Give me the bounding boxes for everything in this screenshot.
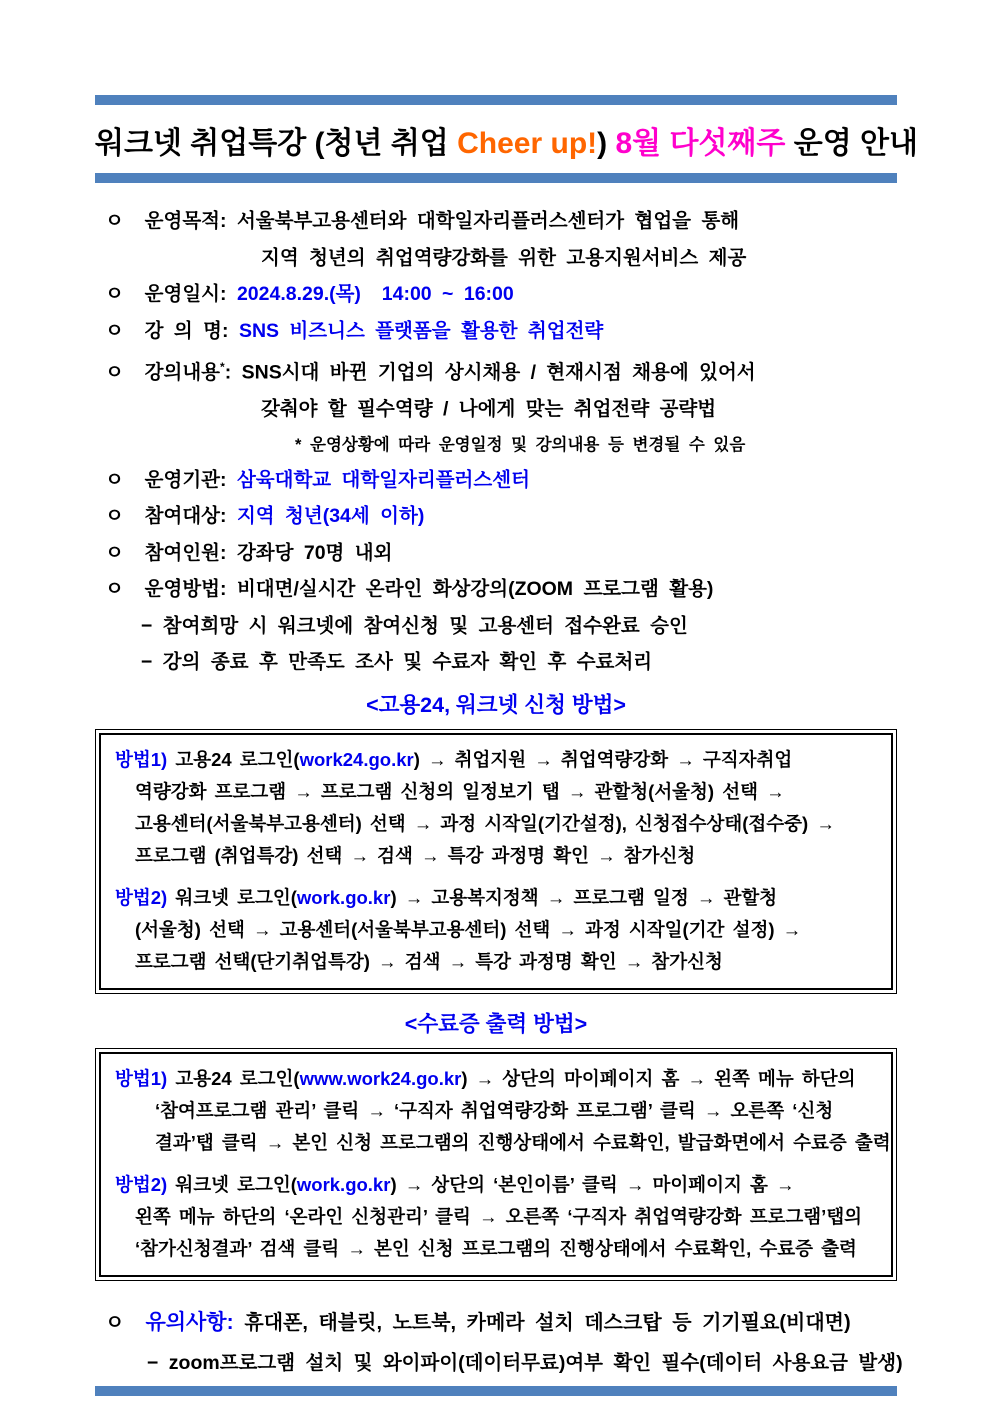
text-run: ㅇ 운영기관: xyxy=(105,468,237,491)
caution-notes xyxy=(95,1281,903,1383)
header-rule-top xyxy=(95,95,897,105)
text-run: 갖춰야 할 필수역량 / 나에게 맞는 취업전략 공략법 xyxy=(261,398,717,420)
text-run: 삼육대학교 대학일자리플러스센터 xyxy=(236,468,530,491)
text-run: ) xyxy=(597,127,616,160)
text-run: 워크넷 로그인( xyxy=(175,886,297,908)
text-run: − zoom프로그램 설치 및 와이파이(데이터무료)여부 확인 필수(데이터 사용요금 발생) xyxy=(147,1351,903,1374)
header-rule-bottom xyxy=(95,173,897,183)
text-run: 방법2) xyxy=(115,1173,176,1195)
text-run: work24.go.kr xyxy=(299,748,414,770)
text-line xyxy=(109,882,885,914)
text-run: * xyxy=(220,360,225,374)
spacer xyxy=(109,872,885,882)
text-line xyxy=(95,571,897,608)
text-run: 역량강화 프로그램 → 프로그램 신청의 일정보기 탭 → 관할청(서울청) 선택 → xyxy=(135,780,785,802)
text-run: 프로그램 선택(단기취업특강) → 검색 → 특강 과정명 확인 → 참가신청 xyxy=(135,950,723,972)
text-line xyxy=(95,644,897,681)
text-line xyxy=(95,428,897,462)
text-run: ㅇ 참여대상: xyxy=(105,505,237,527)
apply-section-heading: <고용24, 워크넷 신청 방법> xyxy=(366,692,626,717)
text-line xyxy=(95,349,897,391)
text-run: 결과’탭 클릭 → 본인 신청 프로그램의 진행상태에서 수료확인, 발급화면에서 수료증 출력 xyxy=(155,1131,891,1153)
text-line xyxy=(95,498,897,535)
text-line xyxy=(109,914,885,946)
text-line xyxy=(109,946,885,978)
text-line xyxy=(95,313,897,350)
footer-rule xyxy=(95,1386,897,1396)
certificate-method-box xyxy=(95,1048,897,1281)
text-run: 고용24 로그인( xyxy=(175,748,300,770)
text-run: ㅇ 운영목적: xyxy=(105,210,237,232)
text-line xyxy=(109,1127,891,1159)
text-run: 2024.8.29.(목) 14:00 ~ 16:00 xyxy=(236,283,514,305)
text-line xyxy=(95,203,897,240)
text-line xyxy=(109,1095,885,1127)
text-line xyxy=(109,1201,885,1233)
text-line xyxy=(95,1303,897,1343)
text-run: ) → 취업지원 → 취업역량강화 → 구직자취업 xyxy=(413,748,793,770)
text-run: 서울북부고용센터와 대학일자리플러스센터가 협업을 통해 xyxy=(236,210,740,232)
text-run: 고용24 로그인( xyxy=(175,1067,300,1089)
text-run: SNS 비즈니스 플랫폼을 활용한 취업전략 xyxy=(238,319,604,342)
text-line xyxy=(109,776,885,808)
text-run: 강좌당 70명 내외 xyxy=(236,541,393,564)
text-run: 지역 청년의 취업역량강화를 위한 고용지원서비스 제공 xyxy=(261,246,747,269)
text-run: work.go.kr xyxy=(296,886,391,908)
text-line xyxy=(95,240,897,277)
text-run: 워크넷 취업특강 (청년 취업 xyxy=(95,127,458,160)
text-run: (서울청) 선택 → 고용센터(서울북부고용센터) 선택 → 과정 시작일(기간 설정) → xyxy=(135,918,802,940)
text-line xyxy=(95,1343,903,1383)
text-run: 방법1) xyxy=(115,748,176,770)
spacer xyxy=(109,1159,885,1169)
text-run: SNS시대 바뀐 기업의 상시채용 / 현재시점 채용에 있어서 xyxy=(241,361,756,384)
text-run: ‘참가신청결과’ 검색 클릭 → 본인 신청 프로그램의 진행상태에서 수료확인, 수료증 출력 xyxy=(135,1237,857,1259)
text-run: * 운영상황에 따라 운영일정 및 강의내용 등 변경될 수 있음 xyxy=(295,435,746,454)
text-run: 8월 다섯째주 xyxy=(615,127,786,160)
text-run: ㅇ 운영일시: xyxy=(105,283,237,305)
text-line xyxy=(95,535,897,572)
text-run: 지역 청년(34세 이하) xyxy=(236,505,425,527)
text-run: 왼쪽 메뉴 하단의 ‘온라인 신청관리’ 클릭 → 오른쪽 ‘구직자 취업역량강화 프로그램’탭의 xyxy=(135,1205,863,1227)
text-run: − 강의 종료 후 만족도 조사 및 수료자 확인 후 수료처리 xyxy=(141,651,653,673)
text-line xyxy=(95,608,897,645)
text-run: ㅇ xyxy=(105,1311,146,1334)
text-line xyxy=(109,1169,885,1201)
apply-method-box-inner xyxy=(99,733,893,990)
text-run: work.go.kr xyxy=(296,1173,391,1195)
text-run: ) → 상단의 마이페이지 홈 → 왼쪽 메뉴 하단의 xyxy=(461,1067,856,1089)
text-run: 유의사항: xyxy=(145,1310,245,1334)
certificate-section-heading: <수료증 출력 방법> xyxy=(404,1011,588,1036)
text-line xyxy=(109,808,885,840)
text-line xyxy=(95,462,897,499)
document-header xyxy=(95,0,918,183)
text-run: − 참여희망 시 워크넷에 참여신청 및 고용센터 접수완료 승인 xyxy=(141,614,688,637)
text-run: ) → 고용복지정책 → 프로그램 일정 → 관할청 xyxy=(390,886,778,908)
text-line xyxy=(95,391,897,428)
text-run: ㅇ 강 의 명: xyxy=(105,319,239,342)
program-info-list xyxy=(95,183,897,681)
text-run: 운영 안내 xyxy=(785,127,918,160)
text-run: 고용센터(서울북부고용센터) 선택 → 과정 시작일(기간설정), 신청접수상태(접수중) → xyxy=(135,812,835,834)
text-line xyxy=(109,840,885,872)
text-run: 휴대폰, 태블릿, 노트북, 카메라 설치 데스크탑 등 기기필요(비대면) xyxy=(244,1311,851,1334)
text-line xyxy=(95,276,897,313)
certificate-method-box-inner xyxy=(99,1052,893,1277)
text-run: Cheer up! xyxy=(457,127,598,160)
text-line xyxy=(109,1233,885,1265)
text-run: ㅇ 참여인원: xyxy=(105,541,237,564)
document-title xyxy=(95,105,918,173)
text-line xyxy=(109,1063,885,1095)
text-run: 비대면/실시간 온라인 화상강의(ZOOM 프로그램 활용) xyxy=(236,578,714,600)
text-line xyxy=(109,744,885,776)
text-run: 워크넷 로그인( xyxy=(175,1173,297,1195)
text-run: ㅇ 강의내용 xyxy=(105,361,221,384)
text-run: ㅇ 운영방법: xyxy=(105,578,237,600)
text-run: www.work24.go.kr xyxy=(299,1067,462,1089)
text-run: ) → 상단의 ‘본인이름’ 클릭 → 마이페이지 홈 → xyxy=(390,1173,795,1195)
text-run: ‘참여프로그램 관리’ 클릭 → ‘구직자 취업역량강화 프로그램’ 클릭 → 오른쪽 ‘신청 xyxy=(155,1099,834,1121)
text-run: 방법2) xyxy=(115,886,176,908)
text-run: 프로그램 (취업특강) 선택 → 검색 → 특강 과정명 확인 → 참가신청 xyxy=(135,844,696,866)
apply-method-box xyxy=(95,729,897,994)
text-run: 방법1) xyxy=(115,1067,176,1089)
text-run: : xyxy=(224,361,242,384)
